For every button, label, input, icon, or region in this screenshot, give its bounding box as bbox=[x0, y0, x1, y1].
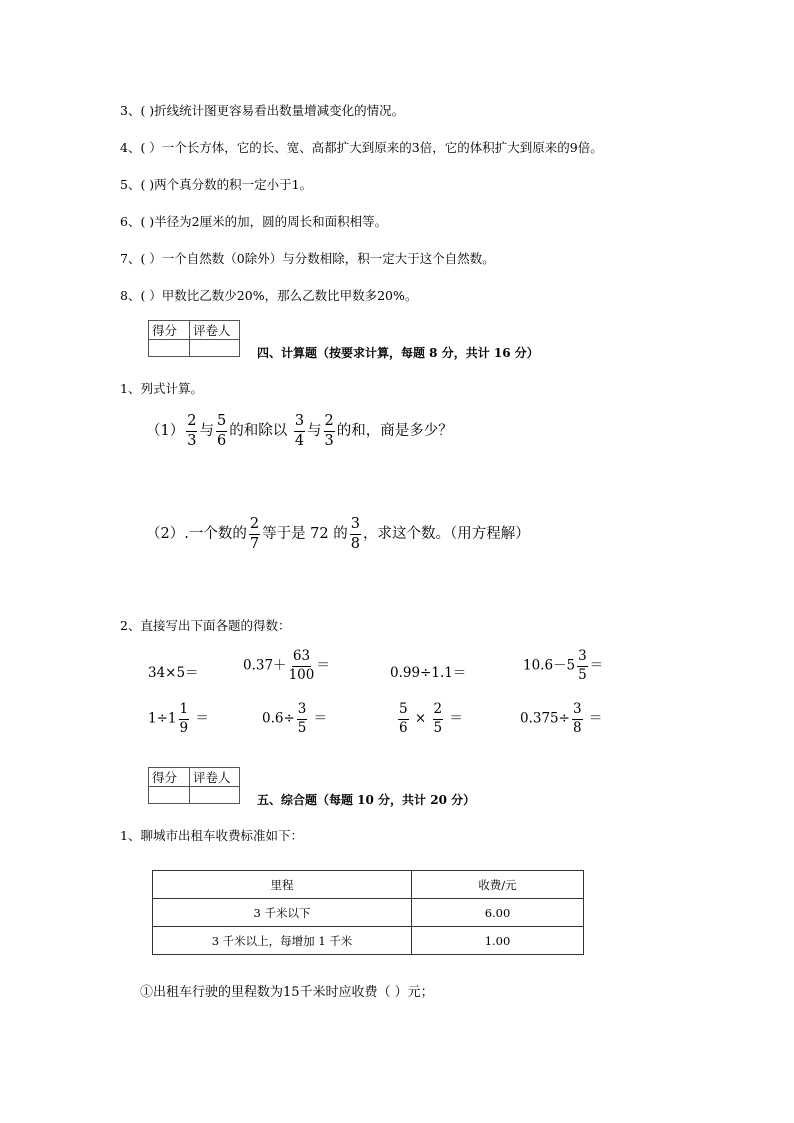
s4-q1b bbox=[146, 517, 530, 551]
reviewer-label: 评卷人 bbox=[190, 321, 240, 340]
calc-r1-d: 10.6－5 $\frac{3}{5}$ ＝ bbox=[523, 648, 604, 683]
section4-title: 四、计算题（按要求计算，每题 8 分，共计 16 分） bbox=[257, 346, 539, 360]
s4-q1-label: 1、列式计算。 bbox=[120, 381, 203, 396]
score-label: 得分 bbox=[149, 321, 190, 340]
table-row bbox=[153, 899, 584, 927]
header-fee: 收费/元 bbox=[412, 871, 584, 899]
tf-item-5: 5、( )两个真分数的积一定小于1。 bbox=[120, 177, 313, 192]
fraction: $\frac{2}{3}$ bbox=[324, 413, 334, 449]
calc-r2-c: $\frac{5}{6}$ × $\frac{2}{5}$ ＝ bbox=[399, 701, 463, 736]
fraction: $\frac{63}{100}$ bbox=[288, 648, 315, 683]
cell-distance: 3 千米以上，每增加 1 千米 bbox=[153, 927, 412, 955]
s5-q1-sub1: ①出租车行驶的里程数为15千米时应收费（ ）元； bbox=[140, 985, 434, 1000]
calc-r1-a: 34×5＝ bbox=[148, 665, 199, 681]
fraction: $\frac{3}{8}$ bbox=[350, 516, 360, 552]
header-distance: 里程 bbox=[153, 871, 412, 899]
q1b-prefix: （2）.一个数的 bbox=[146, 526, 247, 542]
fraction: $\frac{5}{6}$ bbox=[399, 701, 408, 736]
q1a-text: 与 bbox=[307, 423, 322, 439]
q1a-text: 与 bbox=[199, 423, 214, 439]
calc-r2-a: 1÷1 $\frac{1}{9}$ ＝ bbox=[148, 701, 209, 736]
calc-r2-b: 0.6÷ $\frac{3}{5}$ ＝ bbox=[262, 701, 328, 736]
table-row bbox=[153, 927, 584, 955]
fraction: $\frac{3}{5}$ bbox=[578, 648, 587, 683]
fraction: $\frac{3}{4}$ bbox=[294, 413, 305, 449]
score-label: 得分 bbox=[149, 768, 190, 787]
reviewer-label: 评卷人 bbox=[190, 768, 240, 787]
calc-r1-c: 0.99÷1.1＝ bbox=[390, 665, 467, 681]
tf-item-4: 4、( ）一个长方体，它的长、宽、高都扩大到原来的3倍，它的体积扩大到原来的9倍。 bbox=[120, 140, 603, 155]
calc-r1-b: 0.37＋ $\frac{63}{100}$ ＝ bbox=[243, 648, 330, 683]
score-box-section5 bbox=[148, 767, 240, 804]
fraction: $\frac{5}{6}$ bbox=[216, 413, 227, 449]
q1a-text: 的和除以 bbox=[229, 423, 288, 439]
q1a-text: 的和，商是多少？ bbox=[336, 423, 453, 439]
section5-title: 五、综合题（每题 10 分，共计 20 分） bbox=[257, 793, 476, 807]
fraction: $\frac{2}{7}$ bbox=[249, 516, 260, 552]
s4-q2-label: 2、直接写出下面各题的得数： bbox=[120, 618, 291, 633]
reviewer-cell bbox=[190, 787, 240, 804]
fraction: $\frac{2}{3}$ bbox=[187, 413, 197, 449]
score-box-section4 bbox=[148, 320, 240, 357]
tf-item-8: 8、( ）甲数比乙数少20%，那么乙数比甲数多20%。 bbox=[120, 288, 418, 303]
fraction: $\frac{1}{9}$ bbox=[179, 701, 189, 736]
score-cell bbox=[149, 787, 190, 804]
fraction: $\frac{3}{8}$ bbox=[572, 701, 582, 736]
q1a-prefix: （1） bbox=[146, 423, 185, 439]
fraction: $\frac{3}{5}$ bbox=[297, 701, 307, 736]
q1b-text: ，求这个数。（用方程解） bbox=[362, 526, 530, 542]
s5-q1-label: 1、聊城市出租车收费标准如下： bbox=[120, 828, 303, 843]
reviewer-cell bbox=[190, 340, 240, 357]
tf-item-7: 7、( ）一个自然数（0除外）与分数相除，积一定大于这个自然数。 bbox=[120, 251, 495, 266]
score-cell bbox=[149, 340, 190, 357]
cell-distance: 3 千米以下 bbox=[153, 899, 412, 927]
tf-item-3: 3、( )折线统计图更容易看出数量增减变化的情况。 bbox=[120, 103, 405, 118]
tf-item-6: 6、( )半径为2厘米的加，圆的周长和面积相等。 bbox=[120, 214, 388, 229]
fare-table bbox=[152, 870, 584, 955]
fraction: $\frac{2}{5}$ bbox=[433, 701, 443, 736]
s4-q1a bbox=[146, 414, 453, 448]
table-header-row bbox=[153, 871, 584, 899]
calc-r2-d: 0.375÷ $\frac{3}{8}$ ＝ bbox=[520, 701, 603, 736]
q1b-text: 等于是 72 的 bbox=[262, 526, 348, 542]
cell-fee: 6.00 bbox=[412, 899, 584, 927]
cell-fee: 1.00 bbox=[412, 927, 584, 955]
